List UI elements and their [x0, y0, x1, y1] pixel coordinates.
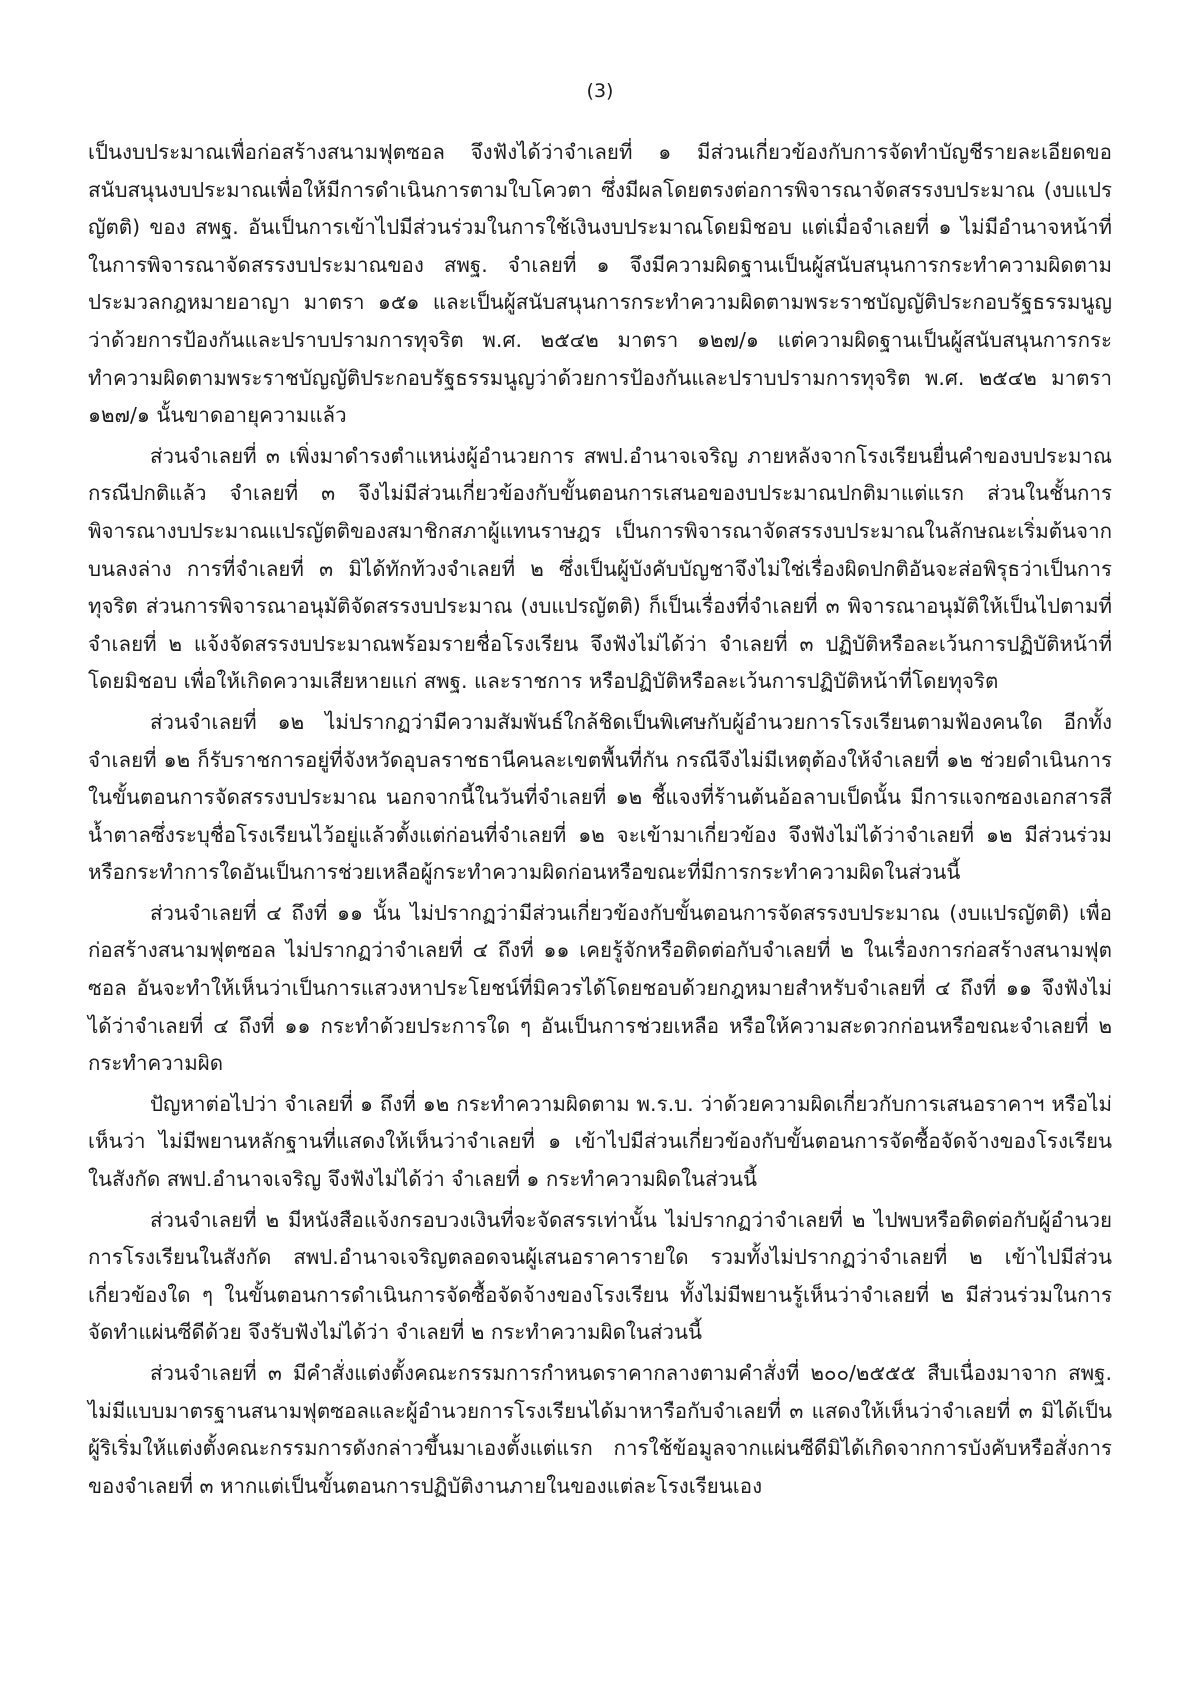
paragraph-7: ส่วนจำเลยที่ ๓ มีคำสั่งแต่งตั้งคณะกรรมการกำหนดราคากลางตามคำสั่งที่ ๒๐๐/๒๕๕๕ สืบเนื่องมาจาก สพฐ. ไม่มีแบบมาตรฐานสนามฟุตซอลและผู้อำนวยการโรงเรียนได้มาหารือกับจำเลยที่ ๓ แสดงให้เห็นว่าจำเลยที่ ๓ มิได้เป็นผู้ริเริ่มให้แต่งตั้งคณะกรรมการดังกล่าวขึ้นมาเองตั้งแต่แรก การใช้ข้อมูลจากแผ่นซีดีมิได้เกิดจากการบังคับหรือสั่งการของจำเลยที่ ๓ หากแต่เป็นขั้นตอนการปฏิบัติงานภายในของแต่ละโรงเรียนเอง — [88, 1361, 1112, 1498]
paragraph-6: ส่วนจำเลยที่ ๒ มีหนังสือแจ้งกรอบวงเงินที่จะจัดสรรเท่านั้น ไม่ปรากฏว่าจำเลยที่ ๒ ไปพบหรือติดต่อกับผู้อำนวยการโรงเรียนในสังกัด สพป.อำนาจเจริญตลอดจนผู้เสนอราคารายใด รวมทั้งไม่ปรากฏว่าจำเลยที่ ๒ เข้าไปมีส่วนเกี่ยวข้องใด ๆ ในขั้นตอนการดำเนินการจัดซื้อจัดจ้างของโรงเรียน ทั้งไม่มีพยานรู้เห็นว่าจำเลยที่ ๒ มีส่วนร่วมในการจัดทำแผ่นซีดีด้วย จึงรับฟังไม่ได้ว่า จำเลยที่ ๒ กระทำความผิดในส่วนนี้ — [88, 1207, 1112, 1345]
document-body — [88, 134, 1112, 1505]
paragraph-2: ส่วนจำเลยที่ ๓ เพิ่งมาดำรงตำแหน่งผู้อำนวยการ สพป.อำนาจเจริญ ภายหลังจากโรงเรียนยื่นคำของบประมาณกรณีปกติแล้ว จำเลยที่ ๓ จึงไม่มีส่วนเกี่ยวข้องกับขั้นตอนการเสนอของบประมาณปกติมาแต่แรก ส่วนในชั้นการพิจารณางบประมาณแปรญัตติของสมาชิกสภาผู้แทนราษฎร เป็นการพิจารณาจัดสรรงบประมาณในลักษณะเริ่มต้นจากบนลงล่าง การที่จำเลยที่ ๓ มิได้ทักท้วงจำเลยที่ ๒ ซึ่งเป็นผู้บังคับบัญชาจึงไม่ใช่เรื่องผิดปกติอันจะส่อพิรุธว่าเป็นการทุจริต ส่วนการพิจารณาอนุมัติจัดสรรงบประมาณ (งบแปรญัตติ) ก็เป็นเรื่องที่จำเลยที่ ๓ พิจารณาอนุมัติให้เป็นไปตามที่จำเลยที่ ๒ แจ้งจัดสรรงบประมาณพร้อมรายชื่อโรงเรียน จึงฟังไม่ได้ว่า จำเลยที่ ๓ ปฏิบัติหรือละเว้นการปฏิบัติหน้าที่โดยมิชอบ เพื่อให้เกิดความเสียหายแก่ สพฐ. และราชการ หรือปฏิบัติหรือละเว้นการปฏิบัติหน้าที่โดยทุจริต — [88, 443, 1112, 694]
paragraph-4: ส่วนจำเลยที่ ๔ ถึงที่ ๑๑ นั้น ไม่ปรากฏว่ามีส่วนเกี่ยวข้องกับขั้นตอนการจัดสรรงบประมาณ (งบแปรญัตติ) เพื่อก่อสร้างสนามฟุตซอล ไม่ปรากฏว่าจำเลยที่ ๔ ถึงที่ ๑๑ เคยรู้จักหรือติดต่อกับจำเลยที่ ๒ ในเรื่องการก่อสร้างสนามฟุตซอล อันจะทำให้เห็นว่าเป็นการแสวงหาประโยชน์ที่มิควรได้โดยชอบด้วยกฎหมายสำหรับจำเลยที่ ๔ ถึงที่ ๑๑ จึงฟังไม่ได้ว่าจำเลยที่ ๔ ถึงที่ ๑๑ กระทำด้วยประการใด ๆ อันเป็นการช่วยเหลือ หรือให้ความสะดวกก่อนหรือขณะจำเลยที่ ๒ กระทำความผิด — [88, 900, 1112, 1076]
page-number: (3) — [586, 80, 614, 102]
paragraph-3: ส่วนจำเลยที่ ๑๒ ไม่ปรากฏว่ามีความสัมพันธ์ใกล้ชิดเป็นพิเศษกับผู้อำนวยการโรงเรียนตามฟ้องคนใด อีกทั้งจำเลยที่ ๑๒ ก็รับราชการอยู่ที่จังหวัดอุบลราชธานีคนละเขตพื้นที่กัน กรณีจึงไม่มีเหตุต้องให้จำเลยที่ ๑๒ ช่วยดำเนินการในขั้นตอนการจัดสรรงบประมาณ นอกจากนี้ในวันที่จำเลยที่ ๑๒ ชี้แจงที่ร้านต้นอ้อลาบเป็ดนั้น มีการแจกซองเอกสารสีน้ำตาลซึ่งระบุชื่อโรงเรียนไว้อยู่แล้วตั้งแต่ก่อนที่จำเลยที่ ๑๒ จะเข้ามาเกี่ยวข้อง จึงฟังไม่ได้ว่าจำเลยที่ ๑๒ มีส่วนร่วมหรือกระทำการใดอันเป็นการช่วยเหลือผู้กระทำความผิดก่อนหรือขณะที่มีการกระทำความผิดในส่วนนี้ — [88, 709, 1112, 885]
paragraph-1: เป็นงบประมาณเพื่อก่อสร้างสนามฟุตซอล จึงฟังได้ว่าจำเลยที่ ๑ มีส่วนเกี่ยวข้องกับการจัดทำบัญชีรายละเอียดขอสนับสนุนงบประมาณเพื่อให้มีการดำเนินการตามใบโควตา ซึ่งมีผลโดยตรงต่อการพิจารณาจัดสรรงบประมาณ (งบแปรญัตติ) ของ สพฐ. อันเป็นการเข้าไปมีส่วนร่วมในการใช้เงินงบประมาณโดยมิชอบ แต่เมื่อจำเลยที่ ๑ ไม่มีอำนาจหน้าที่ในการพิจารณาจัดสรรงบประมาณของ สพฐ. จำเลยที่ ๑ จึงมีความผิดฐานเป็นผู้สนับสนุนการกระทำความผิดตามประมวลกฎหมายอาญา มาตรา ๑๕๑ และเป็นผู้สนับสนุนการกระทำความผิดตามพระราชบัญญัติประกอบรัฐธรรมนูญว่าด้วยการป้องกันและปราบปรามการทุจริต พ.ศ. ๒๕๔๒ มาตรา ๑๒๗/๑ แต่ความผิดฐานเป็นผู้สนับสนุนการกระทำความผิดตามพระราชบัญญัติประกอบรัฐธรรมนูญว่าด้วยการป้องกันและปราบปรามการทุจริต พ.ศ. ๒๕๔๒ มาตรา ๑๒๗/๑ นั้นขาดอายุความแล้ว — [88, 140, 1112, 428]
paragraph-5: ปัญหาต่อไปว่า จำเลยที่ ๑ ถึงที่ ๑๒ กระทำความผิดตาม พ.ร.บ. ว่าด้วยความผิดเกี่ยวกับการเสนอราคาฯ หรือไม่ เห็นว่า ไม่มีพยานหลักฐานที่แสดงให้เห็นว่าจำเลยที่ ๑ เข้าไปมีส่วนเกี่ยวข้องกับขั้นตอนการจัดซื้อจัดจ้างของโรงเรียนในสังกัด สพป.อำนาจเจริญ จึงฟังไม่ได้ว่า จำเลยที่ ๑ กระทำความผิดในส่วนนี้ — [88, 1091, 1112, 1192]
